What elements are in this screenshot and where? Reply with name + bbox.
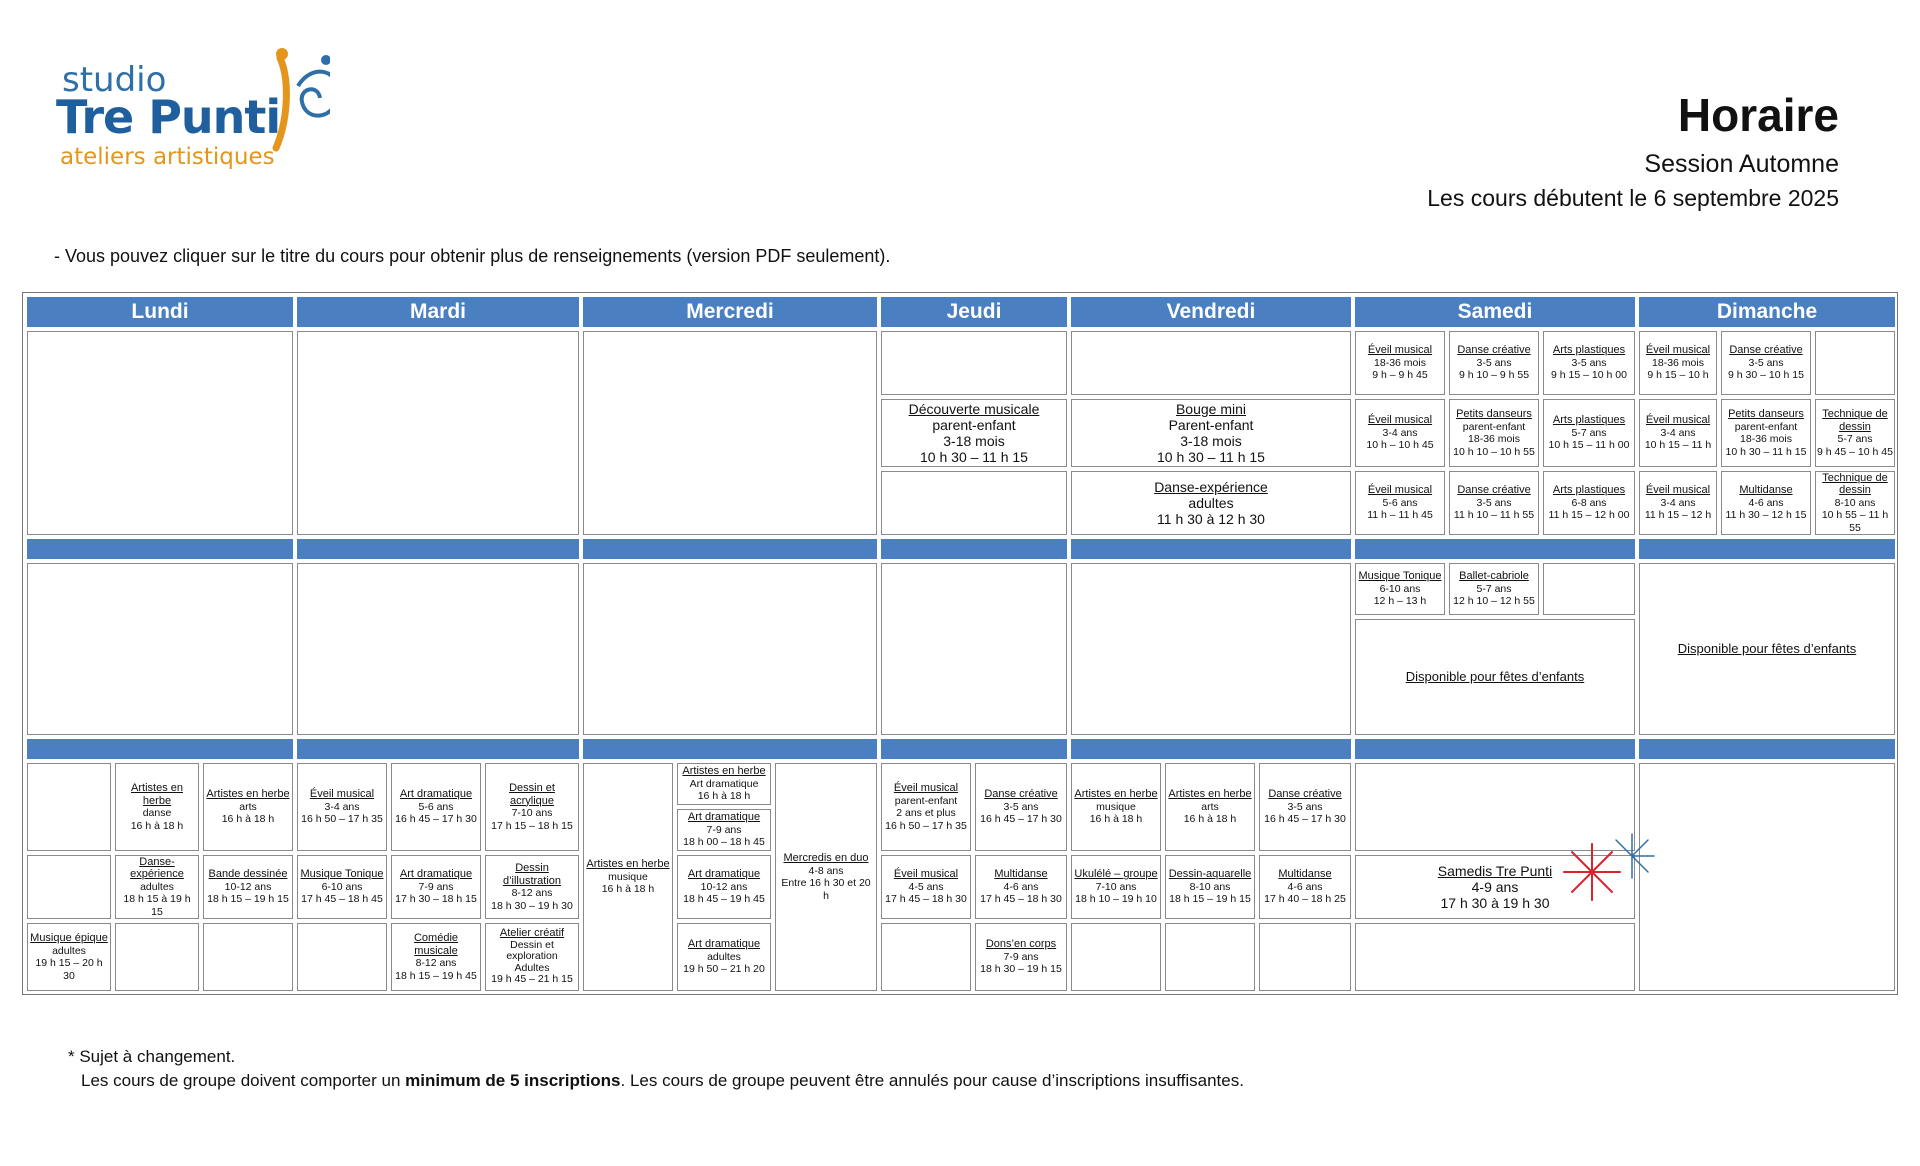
day-header-vendredi: Vendredi bbox=[1071, 297, 1351, 327]
course-title-link[interactable]: Découverte musicale bbox=[908, 401, 1040, 417]
start-date: Les cours débutent le 6 septembre 2025 bbox=[1427, 185, 1839, 211]
course-time: 17 h 40 – 18 h 25 bbox=[1264, 893, 1346, 906]
course-time: 17 h 45 – 18 h 30 bbox=[885, 893, 967, 906]
course-time: 9 h 45 – 10 h 45 bbox=[1817, 445, 1893, 458]
course-detail: parent-enfant bbox=[894, 794, 958, 807]
course-cell bbox=[1449, 331, 1539, 395]
day-header-jeudi: Jeudi bbox=[881, 297, 1067, 327]
course-detail: 18-36 mois bbox=[1740, 433, 1792, 445]
course-cell bbox=[1449, 399, 1539, 467]
party-link[interactable]: Disponible pour fêtes d’enfants bbox=[1405, 669, 1585, 684]
course-detail: parent-enfant bbox=[1462, 420, 1526, 433]
course-cell bbox=[1071, 855, 1161, 919]
course-detail: parent-enfant bbox=[932, 417, 1016, 433]
course-time: 10 h 30 – 11 h 15 bbox=[1725, 445, 1807, 458]
course-detail: 4-5 ans bbox=[908, 880, 944, 893]
fireworks-icon bbox=[1560, 830, 1670, 910]
course-time: 19 h 45 – 21 h 15 bbox=[491, 973, 573, 986]
empty-cell bbox=[203, 923, 293, 991]
course-cell bbox=[297, 855, 387, 919]
empty-cell bbox=[881, 563, 1067, 735]
empty-cell bbox=[583, 563, 877, 735]
course-time: 11 h 10 – 11 h 55 bbox=[1453, 509, 1535, 522]
course-cell bbox=[677, 763, 771, 805]
course-detail: 3-18 mois bbox=[1180, 433, 1242, 449]
course-detail: 5-7 ans bbox=[1476, 582, 1512, 595]
course-title-link[interactable]: Éveil musical bbox=[1367, 344, 1433, 357]
course-detail: Dessin et bbox=[510, 938, 554, 951]
course-detail: 5-6 ans bbox=[418, 800, 454, 813]
course-cell bbox=[115, 855, 199, 919]
course-title-link[interactable]: Petits danseurs bbox=[1456, 408, 1532, 420]
course-time: 11 h 15 – 12 h 00 bbox=[1548, 509, 1630, 522]
course-title-link[interactable]: Arts plastiques bbox=[1552, 484, 1626, 497]
day-header-mercredi: Mercredi bbox=[583, 297, 877, 327]
course-detail: Parent-enfant bbox=[1168, 417, 1254, 433]
course-time: 19 h 50 – 21 h 20 bbox=[683, 963, 765, 976]
course-time: 10 h 30 – 11 h 15 bbox=[1157, 449, 1265, 465]
empty-cell bbox=[1355, 923, 1635, 991]
course-detail: 5-7 ans bbox=[1571, 426, 1607, 439]
course-detail: 8-10 ans bbox=[1834, 496, 1876, 509]
course-time: 10 h 30 – 11 h 15 bbox=[920, 449, 1028, 465]
course-time: 11 h 15 – 12 h bbox=[1644, 509, 1712, 522]
separator-bar bbox=[27, 539, 293, 559]
empty-cell bbox=[1071, 563, 1351, 735]
empty-cell bbox=[1165, 923, 1255, 991]
course-title-link[interactable]: Arts plastiques bbox=[1552, 414, 1626, 427]
course-time: 16 h à 18 h bbox=[1183, 813, 1237, 826]
course-detail: 8-10 ans bbox=[1189, 880, 1231, 893]
course-detail: parent-enfant bbox=[1734, 420, 1798, 433]
course-time: 18 h 15 – 19 h 15 bbox=[1169, 893, 1251, 906]
course-cell bbox=[485, 763, 579, 851]
course-detail: adultes bbox=[1188, 495, 1234, 511]
course-cell bbox=[775, 763, 877, 991]
course-time: 17 h 15 – 18 h 15 bbox=[491, 819, 573, 832]
course-detail: 7-10 ans bbox=[511, 807, 553, 819]
course-detail: 3-5 ans bbox=[1287, 800, 1323, 813]
course-time: 16 h à 18 h bbox=[601, 883, 655, 896]
empty-cell bbox=[115, 923, 199, 991]
course-detail: 2 ans et plus bbox=[896, 807, 956, 819]
logo-ateliers-text: ateliers artistiques bbox=[60, 144, 275, 170]
course-detail: 18-36 mois bbox=[1468, 433, 1520, 445]
course-detail: musique bbox=[1096, 800, 1136, 813]
course-time: 16 h 50 – 17 h 35 bbox=[885, 819, 967, 832]
empty-cell bbox=[27, 331, 293, 535]
empty-cell bbox=[1815, 331, 1895, 395]
course-time: 17 h 30 – 18 h 15 bbox=[395, 893, 477, 906]
course-detail: 7-10 ans bbox=[1095, 880, 1137, 893]
course-title-link[interactable]: Art dramatique bbox=[687, 868, 761, 881]
course-time: 10 h 15 – 11 h bbox=[1644, 439, 1712, 452]
course-cell bbox=[1721, 331, 1811, 395]
course-time: 10 h – 10 h 45 bbox=[1366, 439, 1434, 452]
course-detail: 10-12 ans bbox=[700, 880, 748, 893]
empty-cell bbox=[1071, 923, 1161, 991]
course-detail: 4-9 ans bbox=[1471, 879, 1519, 895]
course-detail: 3-5 ans bbox=[1003, 800, 1039, 813]
course-title-link[interactable]: Musique Tonique bbox=[1358, 570, 1442, 583]
separator-bar bbox=[1355, 739, 1635, 759]
course-detail: 4-6 ans bbox=[1748, 496, 1784, 509]
course-cell bbox=[1815, 399, 1895, 467]
course-detail: 18-36 mois bbox=[1374, 356, 1426, 369]
course-title-link[interactable]: Comédie musicale bbox=[413, 932, 459, 957]
separator-bar bbox=[881, 739, 1067, 759]
course-detail: adultes bbox=[140, 880, 174, 893]
course-title-link[interactable]: Multidanse bbox=[1739, 484, 1793, 497]
course-time: 16 h à 18 h bbox=[130, 819, 184, 832]
course-time: 16 h 50 – 17 h 35 bbox=[301, 813, 383, 826]
course-title-link[interactable]: Dessin d’illustration bbox=[502, 862, 562, 887]
party-cell bbox=[1355, 619, 1635, 735]
empty-cell bbox=[27, 763, 111, 851]
course-title-link[interactable]: Danse créative bbox=[1457, 344, 1531, 357]
separator-bar bbox=[583, 739, 877, 759]
course-time: 18 h 45 – 19 h 45 bbox=[683, 893, 765, 906]
course-title-link[interactable]: Danse créative bbox=[1729, 344, 1803, 357]
footer-minimum-note bbox=[81, 1071, 1244, 1091]
session-name: Session Automne bbox=[1644, 150, 1839, 178]
course-time: 19 h 15 – 20 h 30 bbox=[35, 957, 103, 982]
course-cell bbox=[1543, 331, 1635, 395]
day-header-samedi: Samedi bbox=[1355, 297, 1635, 327]
course-title-link[interactable]: Artistes en herbe bbox=[131, 782, 183, 807]
course-cell bbox=[1721, 399, 1811, 467]
course-title-link[interactable]: Dons’en corps bbox=[985, 938, 1057, 951]
course-title-link[interactable]: Bouge mini bbox=[1175, 401, 1247, 417]
course-detail: 4-6 ans bbox=[1003, 880, 1039, 893]
course-cell bbox=[1639, 331, 1717, 395]
course-cell bbox=[115, 763, 199, 851]
pdf-note: - Vous pouvez cliquer sur le titre du cours pour obtenir plus de renseignements (version PDF seulement). bbox=[54, 246, 891, 266]
course-cell bbox=[27, 923, 111, 991]
empty-cell bbox=[1259, 923, 1351, 991]
separator-bar bbox=[1071, 539, 1351, 559]
course-cell bbox=[1355, 331, 1445, 395]
course-time: 16 h 45 – 17 h 30 bbox=[980, 813, 1062, 826]
party-link[interactable]: Disponible pour fêtes d’enfants bbox=[1677, 641, 1857, 656]
course-title-link[interactable]: Éveil musical bbox=[1645, 414, 1711, 427]
course-title-link[interactable]: Éveil musical bbox=[309, 788, 375, 801]
course-time: 9 h – 9 h 45 bbox=[1372, 369, 1428, 382]
course-title-link[interactable]: Multidanse bbox=[994, 868, 1048, 881]
course-time: 16 h 45 – 17 h 30 bbox=[1264, 813, 1346, 826]
course-detail: Art dramatique bbox=[689, 777, 759, 790]
course-title-link[interactable]: Musique Tonique bbox=[300, 868, 384, 881]
course-time: 10 h 10 – 10 h 55 bbox=[1453, 445, 1535, 458]
course-time: 18 h 00 – 18 h 45 bbox=[683, 836, 765, 849]
course-cell bbox=[881, 763, 971, 851]
course-title-link[interactable]: Technique de dessin bbox=[1822, 408, 1888, 433]
course-detail: 6-8 ans bbox=[1571, 496, 1607, 509]
course-detail: 8-12 ans bbox=[415, 957, 457, 969]
course-title-link[interactable]: Samedis Tre Punti bbox=[1437, 863, 1553, 879]
course-cell bbox=[1639, 471, 1717, 535]
course-cell bbox=[391, 763, 481, 851]
course-time: 17 h 45 – 18 h 45 bbox=[301, 893, 383, 906]
course-detail: 6-10 ans bbox=[1379, 582, 1421, 595]
course-detail: Adultes bbox=[514, 961, 550, 974]
course-time: 11 h – 11 h 45 bbox=[1367, 509, 1433, 522]
course-time: 18 h 30 – 19 h 30 bbox=[491, 899, 573, 912]
course-title-link[interactable]: Art dramatique bbox=[399, 788, 473, 801]
empty-cell bbox=[297, 331, 579, 535]
schedule-header bbox=[1427, 89, 1839, 212]
course-detail: 10-12 ans bbox=[224, 880, 272, 893]
course-detail: exploration bbox=[506, 950, 558, 963]
course-time: 9 h 30 – 10 h 15 bbox=[1728, 369, 1804, 382]
course-cell bbox=[1721, 471, 1811, 535]
course-title-link[interactable]: Artistes en herbe bbox=[1074, 788, 1158, 801]
footer-disclaimer: * Sujet à changement. bbox=[68, 1047, 236, 1066]
course-time: 9 h 15 – 10 h 00 bbox=[1551, 369, 1627, 382]
course-title-link[interactable]: Danse créative bbox=[1268, 788, 1342, 801]
empty-cell bbox=[881, 471, 1067, 535]
course-detail: 4-8 ans bbox=[808, 864, 844, 877]
course-cell bbox=[1355, 563, 1445, 615]
footer-text: . Les cours de groupe peuvent être annulés pour cause d’inscriptions insuffisantes. bbox=[620, 1071, 1244, 1090]
course-title-link[interactable]: Danse-expérience bbox=[130, 855, 184, 881]
course-cell bbox=[583, 763, 673, 991]
separator-bar bbox=[297, 739, 579, 759]
course-detail: 3-4 ans bbox=[1382, 426, 1418, 439]
empty-cell bbox=[297, 563, 579, 735]
course-cell bbox=[391, 923, 481, 991]
course-title-link[interactable]: Petits danseurs bbox=[1728, 408, 1804, 420]
separator-bar bbox=[1639, 539, 1895, 559]
course-cell bbox=[975, 763, 1067, 851]
course-cell bbox=[1449, 471, 1539, 535]
empty-cell bbox=[881, 923, 971, 991]
party-cell bbox=[1639, 563, 1895, 735]
empty-cell bbox=[27, 563, 293, 735]
empty-cell bbox=[297, 923, 387, 991]
course-title-link[interactable]: Mercredis en duo bbox=[783, 852, 869, 864]
course-detail: 3-4 ans bbox=[1660, 496, 1696, 509]
course-title-link[interactable]: Artistes en herbe bbox=[682, 765, 766, 778]
course-title-link[interactable]: Éveil musical bbox=[893, 868, 959, 881]
separator-bar bbox=[1071, 739, 1351, 759]
course-time: 12 h 10 – 12 h 55 bbox=[1453, 595, 1535, 608]
day-header-dimanche: Dimanche bbox=[1639, 297, 1895, 327]
course-cell bbox=[975, 855, 1067, 919]
course-title-link[interactable]: Danse-expérience bbox=[1154, 479, 1268, 495]
course-cell bbox=[485, 855, 579, 919]
course-time: 17 h 30 à 19 h 30 bbox=[1440, 895, 1550, 911]
course-time: 16 h à 18 h bbox=[697, 790, 751, 803]
course-detail: 4-6 ans bbox=[1287, 880, 1323, 893]
course-cell bbox=[677, 923, 771, 991]
course-cell bbox=[1165, 763, 1255, 851]
logo-studio-text: studio bbox=[62, 60, 167, 100]
separator-bar bbox=[1355, 539, 1635, 559]
course-title-link[interactable]: Artistes en herbe bbox=[1168, 788, 1252, 801]
course-detail: 7-9 ans bbox=[418, 880, 454, 893]
course-title-link[interactable]: Danse créative bbox=[1457, 484, 1531, 497]
course-detail: 7-9 ans bbox=[1003, 950, 1039, 963]
course-detail: 3-5 ans bbox=[1476, 356, 1512, 369]
day-header-lundi: Lundi bbox=[27, 297, 293, 327]
course-cell bbox=[1259, 763, 1351, 851]
course-detail: arts bbox=[239, 800, 257, 813]
logo-tre-punti-text: Tre Punti bbox=[56, 90, 281, 144]
course-detail: 6-10 ans bbox=[321, 880, 363, 893]
course-cell bbox=[1815, 471, 1895, 535]
course-time: 9 h 15 – 10 h bbox=[1647, 369, 1709, 382]
separator-bar bbox=[583, 539, 877, 559]
course-cell bbox=[1543, 399, 1635, 467]
course-title-link[interactable]: Dessin et acrylique bbox=[509, 782, 555, 807]
course-cell bbox=[1071, 471, 1351, 535]
course-title-link[interactable]: Multidanse bbox=[1278, 868, 1332, 881]
course-detail: danse bbox=[142, 807, 172, 819]
course-time: 18 h 15 – 19 h 45 bbox=[395, 969, 477, 982]
course-detail: 3-4 ans bbox=[1660, 426, 1696, 439]
course-title-link[interactable]: Art dramatique bbox=[687, 938, 761, 951]
course-detail: musique bbox=[608, 870, 648, 883]
course-time: 18 h 15 à 19 h 15 bbox=[123, 893, 191, 918]
footer-bold-text: minimum de 5 inscriptions bbox=[405, 1071, 621, 1090]
course-detail: 8-12 ans bbox=[511, 887, 553, 899]
course-detail: 3-5 ans bbox=[1571, 356, 1607, 369]
course-detail: 5-7 ans bbox=[1837, 433, 1873, 445]
course-title-link[interactable]: Éveil musical bbox=[1367, 414, 1433, 427]
course-cell bbox=[1543, 471, 1635, 535]
separator-bar bbox=[297, 539, 579, 559]
course-time: 16 h 45 – 17 h 30 bbox=[395, 813, 477, 826]
course-title-link[interactable]: Artistes en herbe bbox=[586, 858, 670, 871]
course-cell bbox=[1639, 399, 1717, 467]
course-title-link[interactable]: Art dramatique bbox=[687, 811, 761, 824]
page-title: Horaire bbox=[1677, 89, 1839, 141]
studio-logo bbox=[50, 40, 330, 170]
course-cell bbox=[1071, 399, 1351, 467]
course-cell bbox=[485, 923, 579, 991]
course-time: 10 h 15 – 11 h 00 bbox=[1548, 439, 1630, 452]
course-title-link[interactable]: Arts plastiques bbox=[1552, 344, 1626, 357]
course-cell bbox=[1355, 399, 1445, 467]
course-time: 18 h 15 – 19 h 15 bbox=[207, 893, 289, 906]
course-cell bbox=[1355, 471, 1445, 535]
course-title-link[interactable]: Ballet-cabriole bbox=[1459, 570, 1529, 583]
separator-bar bbox=[1639, 739, 1895, 759]
course-detail: adultes bbox=[52, 944, 86, 957]
course-title-link[interactable]: Éveil musical bbox=[1645, 344, 1711, 357]
course-cell bbox=[203, 855, 293, 919]
course-title-link[interactable]: Ukulélé – groupe bbox=[1074, 868, 1158, 881]
empty-cell bbox=[881, 331, 1067, 395]
course-title-link[interactable]: Éveil musical bbox=[893, 782, 959, 794]
course-cell bbox=[975, 923, 1067, 991]
course-cell bbox=[1449, 563, 1539, 615]
course-time: 9 h 10 – 9 h 55 bbox=[1458, 369, 1530, 382]
course-title-link[interactable]: Art dramatique bbox=[399, 868, 473, 881]
course-detail: arts bbox=[1201, 800, 1219, 813]
day-header-mardi: Mardi bbox=[297, 297, 579, 327]
course-cell bbox=[881, 855, 971, 919]
course-detail: 3-4 ans bbox=[324, 800, 360, 813]
separator-bar bbox=[27, 739, 293, 759]
course-detail: 3-18 mois bbox=[943, 433, 1005, 449]
course-detail: 3-5 ans bbox=[1748, 356, 1784, 369]
course-time: 18 h 10 – 19 h 10 bbox=[1075, 893, 1157, 906]
course-detail: 3-5 ans bbox=[1476, 496, 1512, 509]
course-time: 18 h 30 – 19 h 15 bbox=[980, 963, 1062, 976]
separator-bar bbox=[881, 539, 1067, 559]
course-cell bbox=[881, 399, 1067, 467]
course-time: 10 h 55 – 11 h 55 bbox=[1821, 509, 1889, 534]
empty-cell bbox=[1071, 331, 1351, 395]
course-title-link[interactable]: Artistes en herbe bbox=[206, 788, 290, 801]
course-title-link[interactable]: Atelier créatif bbox=[499, 927, 565, 940]
course-cell bbox=[297, 763, 387, 851]
course-title-link[interactable]: Dessin-aquarelle bbox=[1168, 868, 1252, 881]
course-cell bbox=[1165, 855, 1255, 919]
course-title-link[interactable]: Bande dessinée bbox=[208, 868, 288, 881]
course-time: Entre 16 h 30 et 20 h bbox=[781, 877, 871, 902]
course-cell bbox=[1071, 763, 1161, 851]
course-detail: 18-36 mois bbox=[1652, 356, 1704, 369]
course-title-link[interactable]: Technique de dessin bbox=[1822, 471, 1888, 497]
course-time: 16 h à 18 h bbox=[1089, 813, 1143, 826]
course-time: 17 h 45 – 18 h 30 bbox=[980, 893, 1062, 906]
empty-cell bbox=[1639, 763, 1895, 991]
course-time: 16 h à 18 h bbox=[221, 813, 275, 826]
footer-text: Les cours de groupe doivent comporter un bbox=[81, 1071, 406, 1090]
course-time: 11 h 30 à 12 h 30 bbox=[1157, 511, 1265, 527]
course-detail: adultes bbox=[707, 950, 741, 963]
empty-cell bbox=[1543, 563, 1635, 615]
course-time: 12 h – 13 h bbox=[1373, 595, 1427, 608]
course-cell bbox=[677, 809, 771, 851]
course-cell bbox=[391, 855, 481, 919]
course-detail: 5-6 ans bbox=[1382, 496, 1418, 509]
course-title-link[interactable]: Danse créative bbox=[984, 788, 1058, 801]
empty-cell bbox=[27, 855, 111, 919]
course-title-link[interactable]: Éveil musical bbox=[1367, 484, 1433, 497]
course-title-link[interactable]: Musique épique bbox=[30, 932, 108, 944]
empty-cell bbox=[583, 331, 877, 535]
course-detail: 7-9 ans bbox=[706, 823, 742, 836]
course-cell bbox=[203, 763, 293, 851]
course-cell bbox=[1259, 855, 1351, 919]
course-title-link[interactable]: Éveil musical bbox=[1645, 484, 1711, 497]
course-time: 11 h 30 – 12 h 15 bbox=[1725, 509, 1807, 522]
course-cell bbox=[677, 855, 771, 919]
